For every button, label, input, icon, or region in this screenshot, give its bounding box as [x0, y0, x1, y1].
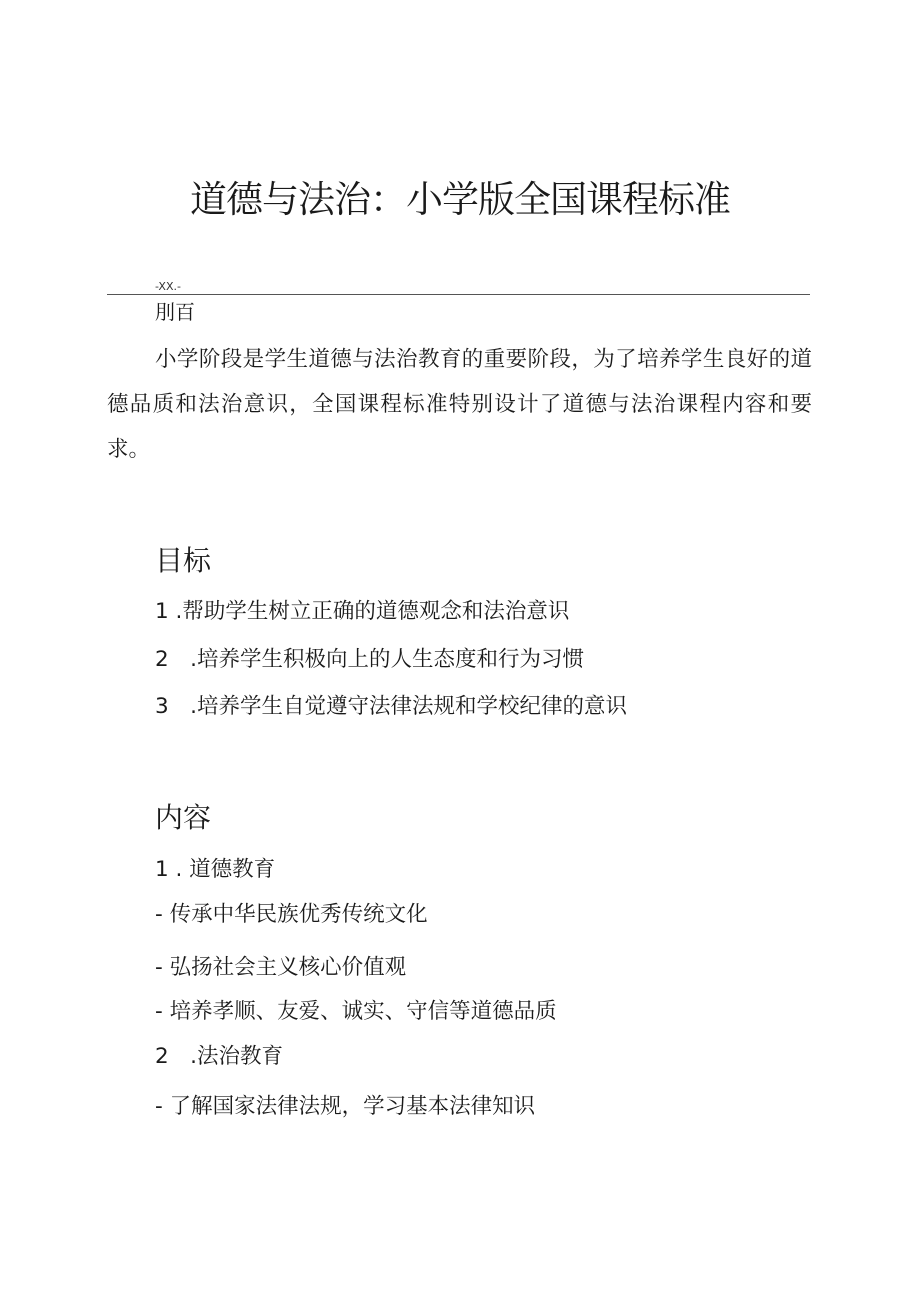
- content-subheading-law: 2 .法治教育: [155, 1044, 284, 1069]
- content-list-item: - 了解国家法律法规，学习基本法律知识: [155, 1094, 536, 1119]
- goal-item-1: 1 .帮助学生树立正确的道德观念和法治意识: [155, 599, 570, 624]
- content-list-item: - 培养孝顺、友爱、诚实、守信等道德品质: [155, 999, 557, 1024]
- preface-heading: 刖百: [155, 300, 195, 324]
- goals-heading: 目标: [155, 544, 212, 577]
- content-list-item: - 弘扬社会主义核心价值观: [155, 955, 407, 980]
- content-subheading-moral: 1 . 道德教育: [155, 857, 276, 882]
- content-list-item: - 传承中华民族优秀传统文化: [155, 902, 428, 927]
- document-title: 道德与法治：小学版全国课程标准: [190, 178, 730, 221]
- preface-paragraph: 小学阶段是学生道德与法治教育的重要阶段，为了培养学生良好的道德品质和法治意识，全国课程标准特别设计了道德与法治课程内容和要求。: [107, 347, 812, 462]
- header-divider: [107, 294, 810, 295]
- goal-item-2: 2 .培养学生积极向上的人生态度和行为习惯: [155, 647, 585, 672]
- content-heading: 内容: [155, 801, 212, 834]
- document-mark: -XX.-: [155, 280, 181, 293]
- goal-item-3: 3 .培养学生自觉遵守法律法规和学校纪律的意识: [155, 694, 628, 719]
